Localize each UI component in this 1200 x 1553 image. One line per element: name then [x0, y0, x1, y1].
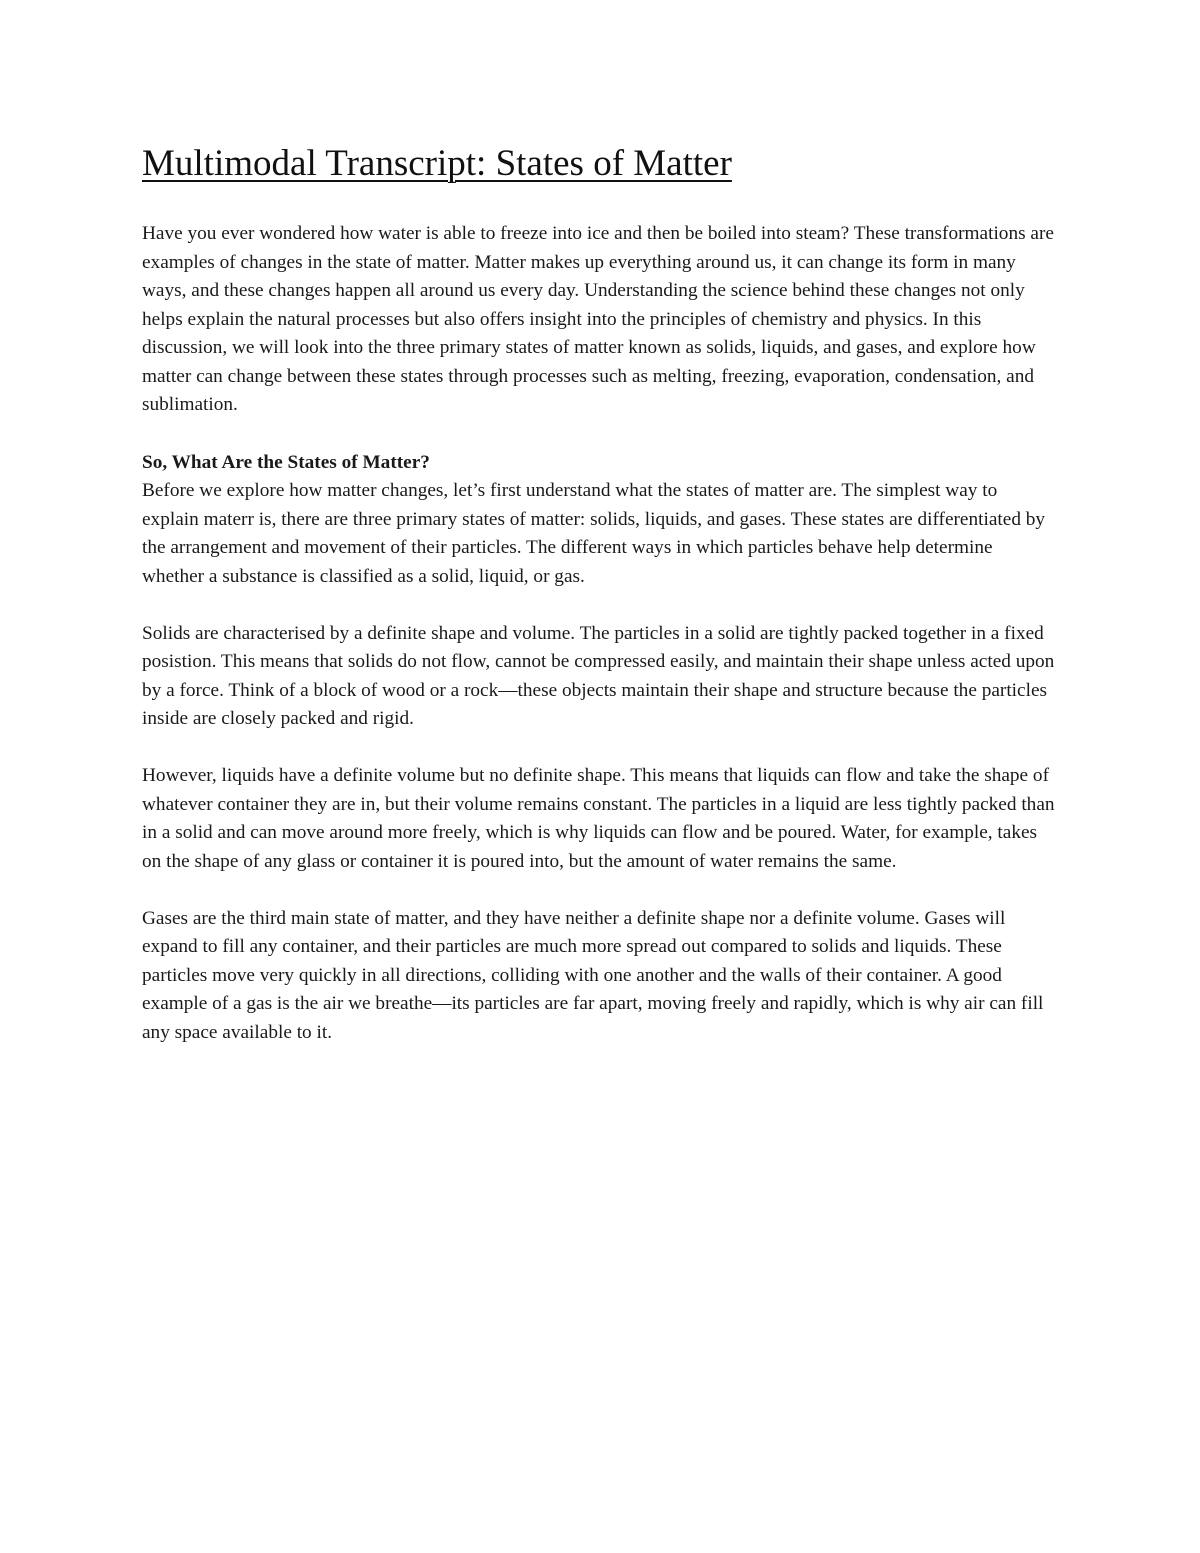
section-heading: So, What Are the States of Matter?: [142, 451, 430, 473]
document-page: [142, 138, 1058, 1047]
gases-paragraph: Gases are the third main state of matter, and they have neither a definite shape nor a definite volume. Gases will expand to fill any container, and their particles are much more spread out compared to solids and liquids. These particles move very quickly in all directions, colliding with one another and the walls of their container. A good example of a gas is the air we breathe—its particles are far apart, moving freely and rapidly, which is why air can fill any space available to it.: [142, 907, 1044, 1043]
intro-paragraph: Have you ever wondered how water is able to freeze into ice and then be boiled into steam? These transformations are examples of changes in the state of matter. Matter makes up everything around us, it can change its form in many ways, and these changes happen all around us every day. Understanding the science behind these changes not only helps explain the natural processes but also offers insight into the principles of chemistry and physics. In this discussion, we will look into the three primary states of matter known as solids, liquids, and gases, and explore how matter can change between these states through processes such as melting, freezing, evaporation, condensation, and sublimation.: [142, 223, 1054, 415]
solids-paragraph: Solids are characterised by a definite shape and volume. The particles in a solid are tightly packed together in a fixed posistion. This means that solids do not flow, cannot be compressed easily, and maintain their shape unless acted upon by a force. Think of a block of wood or a rock—these objects maintain their shape and structure because the particles inside are closely packed and rigid.: [142, 622, 1055, 729]
liquids-paragraph: However, liquids have a definite volume but no definite shape. This means that liquids can flow and take the shape of whatever container they are in, but their volume remains constant. The particles in a liquid are less tightly packed than in a solid and can move around more freely, which is why liquids can flow and be poured. Water, for example, takes on the shape of any glass or container it is poured into, but the amount of water remains the same.: [142, 765, 1055, 872]
section-intro-paragraph: Before we explore how matter changes, let’s first understand what the states of matter are. The simplest way to explain materr is, there are three primary states of matter: solids, liquids, and gases. These states are differentiated by the arrangement and movement of their particles. The different ways in which particles behave help determine whether a substance is classified as a solid, liquid, or gas.: [142, 480, 1046, 587]
document-title: Multimodal Transcript: States of Matter: [142, 143, 732, 184]
